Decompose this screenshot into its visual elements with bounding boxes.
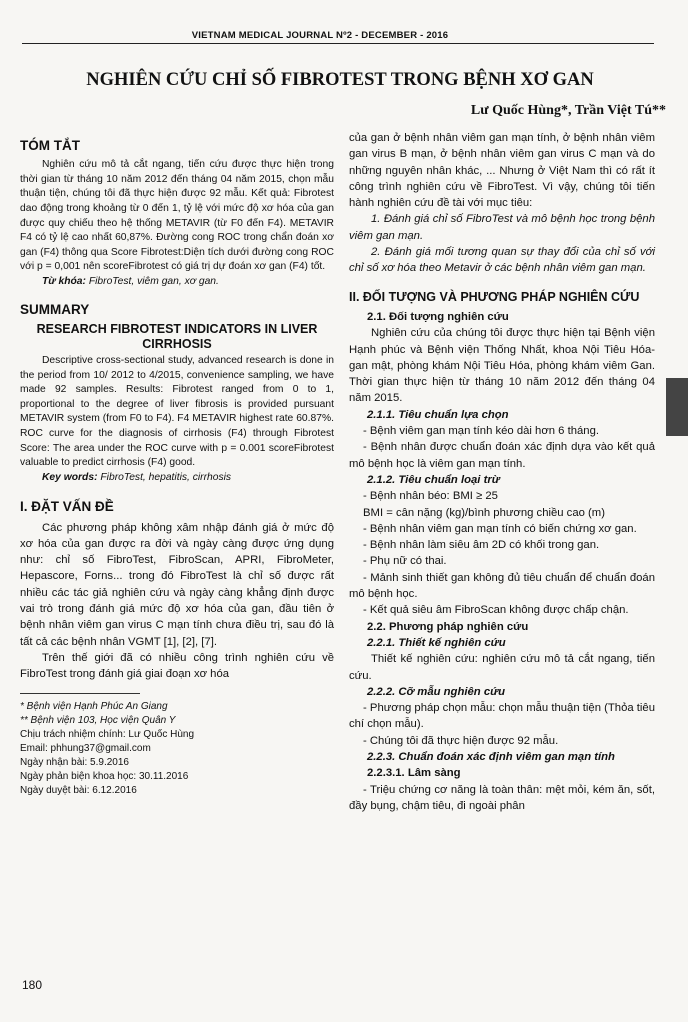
exclusion-item: BMI = cân nặng (kg)/bình phương chiều cao (m)	[363, 506, 605, 519]
footnote-rule	[20, 693, 140, 694]
keywords-en-text: FibroTest, hepatitis, cirrhosis	[100, 471, 232, 483]
exclusion-item: - Bệnh nhân làm siêu âm 2D có khối trong gan.	[363, 539, 600, 552]
exclusion-item: - Kết quả siêu âm FibroScan không được chấp chận.	[363, 604, 629, 617]
section-2-2-heading: 2.2. Phương pháp nghiên cứu	[367, 620, 529, 633]
keywords-vi	[20, 275, 334, 290]
footnote-responsible: Chịu trách nhiệm chính: Lư Quốc Hùng	[20, 728, 195, 740]
keywords-vi-text: FibroTest, viêm gan, xơ gan.	[88, 276, 219, 288]
intro-continued: của gan ở bệnh nhân viêm gan mạn tính, ở bệnh nhân viêm gan virus B mạn, ở bệnh nhân viêm gan virus C mạn và do những nguyên nhân khác, ... Nhưng ở Việt Nam thì có rất ít công trình nghiên cứu về FibroTest. Vì vậy, chúng tôi tiến hành nghiên cứu đề tài với mục tiêu:	[349, 132, 655, 210]
intro-paragraph-1: Các phương pháp không xâm nhập đánh giá ở mức độ xơ hóa của gan được ra đời và ngày càng được ứng dụng như: chỉ số FibroTest, FibroScan, APRI, FibroMeter, Hepascore, Forns... trong đó FibroTest là chỉ số được rất nhiều các tác giả nghiên cứu và ngày càng khẳng định được vai trò trong đánh giá mức độ xơ hóa của gan, đầu tiên ở bệnh nhân viêm gan virus C mạn tính chưa điều trị, sau đó là tất cả các bệnh nhân VGMT [1], [2], [7].	[20, 521, 334, 648]
keywords-vi-label: Từ khóa:	[42, 276, 86, 288]
section-2-1-1-heading: 2.1.1. Tiêu chuẩn lựa chọn	[367, 408, 509, 421]
abstract-vi: Nghiên cứu mô tả cắt ngang, tiến cứu được thực hiện trong thời gian từ tháng 10 năm 2012 đến tháng 04 năm 2015, chọn mẫu thuận tiện, chúng tôi đã thực hiện được 92 mẫu. Kết quả: Fibrotest dao động trong khoảng từ 0 đến 1, tỷ lệ với mức độ xơ hóa của gan được quy chiếu theo hệ thống METAVIR (từ F0 đến F4). METAVIR F4 có tỷ lệ cao nhất 60,87%. Đường cong ROC trong chẩn đoán xơ gan (F4) thông qua Score Fibrotest:Diện tích dưới đường cong ROC với p = 0,001 nên scoreFibrotest có giá trị dự đoán xơ gan (F4) tốt.	[20, 159, 334, 273]
exclusion-item: - Phụ nữ có thai.	[363, 555, 447, 568]
objective-1: 1. Đánh giá chỉ số FibroTest và mô bệnh học trong bệnh viêm gan mạn.	[349, 213, 655, 242]
footnote-received: Ngày nhận bài: 5.9.2016	[20, 756, 129, 768]
intro-heading: I. ĐẶT VẤN ĐỀ	[20, 499, 114, 515]
exclusion-item: - Bệnh nhân viêm gan mạn tính có biến chứng xơ gan.	[363, 522, 637, 535]
footnote-email: Email: phhung37@gmail.com	[20, 742, 151, 754]
section-2-1-heading: 2.1. Đối tượng nghiên cứu	[367, 310, 509, 323]
objective-2: 2. Đánh giá mối tương quan sự thay đổi của chỉ số với chỉ số xơ hóa theo Metavir ở các bệnh nhân viêm gan mạn.	[349, 246, 655, 275]
inclusion-item: - Bệnh viêm gan mạn tính kéo dài hơn 6 tháng.	[363, 425, 600, 438]
section-2-1-text: Nghiên cứu của chúng tôi được thực hiện tại Bệnh viện Hạnh phúc và Bệnh viện Thống Nhất, khoa Nội Tiêu Hóa-gan mật, phòng khám Nội Tiêu Hóa, phòng khám viêm Gan. Thời gian thực hiện từ tháng 10 năm 2012 đến tháng 04 năm 2015.	[349, 327, 655, 405]
footnote-approved: Ngày duyệt bài: 6.12.2016	[20, 784, 137, 796]
footnote-reviewed: Ngày phản biện khoa học: 30.11.2016	[20, 770, 189, 782]
article-title: NGHIÊN CỨU CHỈ SỐ FIBROTEST TRONG BỆNH XƠ GAN	[86, 70, 594, 90]
section-2-2-1-text: Thiết kế nghiên cứu: nghiên cứu mô tả cắt ngang, tiến cứu.	[349, 653, 655, 682]
intro-paragraph-2: Trên thế giới đã có nhiều công trình nghiên cứu về FibroTest trong đánh giá giai đoạn xơ hóa	[20, 651, 334, 681]
section-2-2-3-heading: 2.2.3. Chuẩn đoán xác định viêm gan mạn tính	[367, 750, 615, 763]
header-rule	[22, 43, 654, 44]
exclusion-item: - Bệnh nhân béo: BMI ≥ 25	[363, 490, 498, 503]
keywords-en	[20, 471, 334, 486]
inclusion-item: - Bệnh nhân được chuẩn đoán xác định dựa vào kết quả mô bệnh học là viêm gan mạn tính.	[349, 441, 655, 470]
section-2-2-3-1-heading: 2.2.3.1. Lâm sàng	[367, 767, 461, 780]
right-column	[349, 130, 655, 814]
keywords-en-label: Key words:	[42, 471, 98, 483]
footnote-hospital-2: ** Bệnh viện 103, Học viện Quân Y	[20, 714, 176, 726]
article-authors: Lư Quốc Hùng*, Trần Việt Tú**	[470, 103, 666, 118]
section-2-2-1-heading: 2.2.1. Thiết kế nghiên cứu	[367, 636, 506, 649]
left-column	[20, 130, 334, 798]
footnote-hospital-1: * Bệnh viện Hạnh Phúc An Giang	[20, 700, 168, 712]
journal-header: VIETNAM MEDICAL JOURNAL Nº2 - DECEMBER - 2016	[191, 30, 449, 41]
abstract-heading: TÓM TẮT	[20, 138, 80, 153]
summary-text: Descriptive cross-sectional study, advanced research is done in the period from 10/ 2012 to 4/2015, convenience sampling, we have made 92 samples. Results: Fibrotest ranged from 0 to 1, proportional to the degree of liver fibrosis is provided pursuant METAVIR system (from F0 to F4). F4 METAVIR highest rate 60.87%. ROC curve for the diagnosis of cirrhosis (F4) through Fibrotest Score: The area under the ROC curve with p = 0.001 scoreFibrotest valuable to predict cirrhosis (F4) good.	[20, 354, 334, 469]
summary-heading: SUMMARY	[20, 301, 90, 317]
summary-title: RESEARCH FIBROTEST INDICATORS IN LIVER CIRRHOSIS	[36, 321, 318, 351]
sample-item: - Phương pháp chọn mẫu: chọn mẫu thuận tiện (Thỏa tiêu chí chọn mẫu).	[349, 702, 655, 731]
page-edge-tab	[666, 378, 688, 436]
sample-item: - Chúng tôi đã thực hiện được 92 mẫu.	[363, 734, 559, 747]
page-number: 180	[22, 978, 43, 992]
exclusion-item: - Mảnh sinh thiết gan không đủ tiêu chuẩn để chuẩn đoán mô bệnh học.	[349, 571, 655, 601]
section-2-2-3-1-text: - Triệu chứng cơ năng là toàn thân: mệt mỏi, kém ăn, sốt, đầy bụng, chậm tiêu, đi ngoài phân	[349, 783, 655, 812]
section-2-2-2-heading: 2.2.2. Cỡ mẫu nghiên cứu	[367, 685, 506, 698]
section-2-1-2-heading: 2.1.2. Tiêu chuẩn loại trừ	[367, 473, 500, 486]
methods-heading: II. ĐỐI TƯỢNG VÀ PHƯƠNG PHÁP NGHIÊN CỨU	[349, 289, 640, 304]
